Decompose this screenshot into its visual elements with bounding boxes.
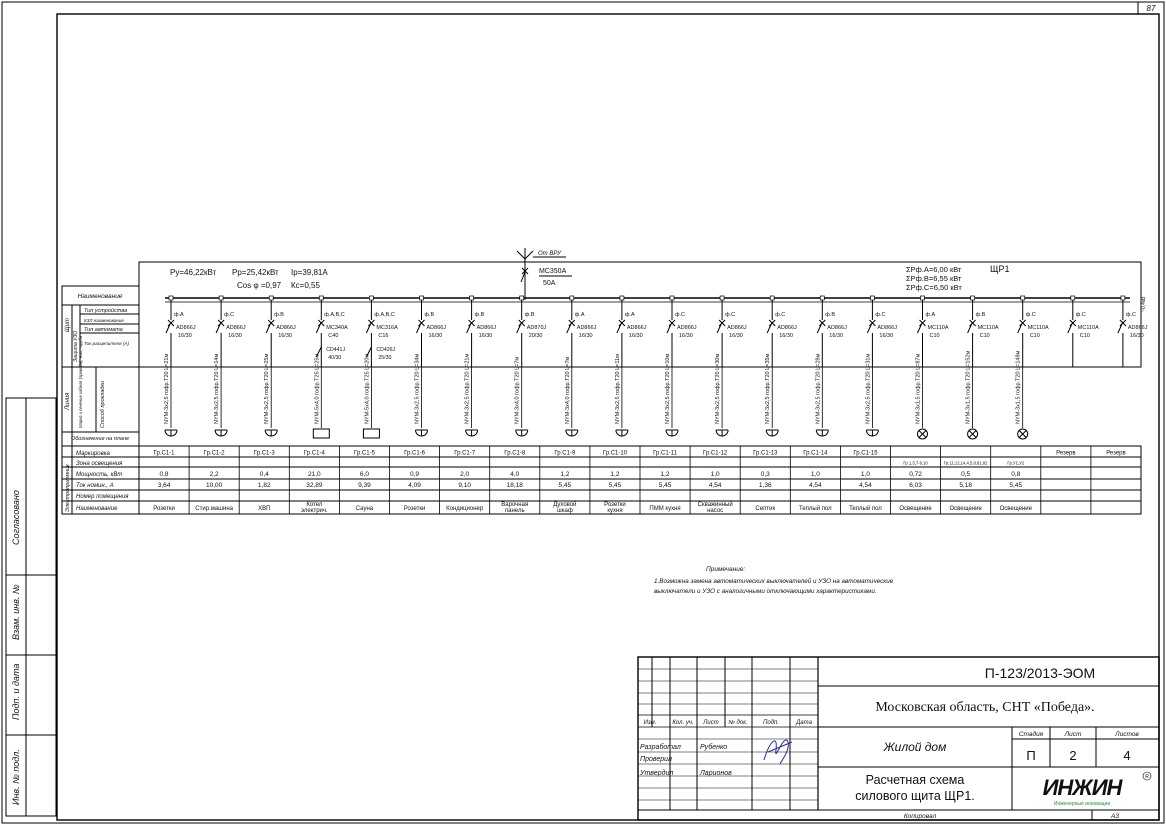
breaker-type: AD870J (526, 325, 547, 331)
cell-mark: Гр.С1-2 (203, 450, 225, 457)
cable-mark: NYM-3х2,5 гофр.Т20 L=34м (414, 353, 421, 424)
svg-text:R: R (1145, 774, 1149, 780)
cell-name: Кондиционер (446, 506, 484, 512)
breaker-rating: 20/30 (528, 333, 543, 339)
cell-current: 5,18 (959, 482, 972, 489)
cable-mark: NYM-3х2,5 гофр.Т20 L=14м (214, 353, 221, 424)
breaker-symbol (617, 320, 625, 333)
cable-mark: NYM-3х1,5 гофр.Т20 L=87м (915, 353, 922, 424)
lamp-cross (1019, 431, 1026, 438)
breaker-symbol (517, 320, 525, 333)
cell-current: 5,45 (1009, 482, 1023, 489)
busbar-tap (1021, 296, 1025, 300)
cell-current: 18,18 (506, 482, 523, 489)
phase-label: ф.С (725, 312, 736, 318)
breaker-symbol (366, 320, 374, 333)
title-block (638, 657, 1159, 820)
neutral-label: ~0,4кВ (1141, 296, 1147, 312)
phase-label: ф.С (1025, 312, 1036, 318)
breaker-rating: 16/30 (779, 333, 793, 339)
notes-line1: 1.Возможна замена автоматических выключателей и УЗО на автоматические (654, 578, 894, 585)
breaker-symbol (1118, 320, 1126, 333)
breaker-rating: 16/30 (428, 333, 443, 339)
phase-label: ф.С (675, 312, 686, 318)
cell-name: Освещение (999, 506, 1032, 512)
breaker-rating: 16/30 (228, 333, 242, 339)
label-protection: Защита УЗО (73, 330, 79, 362)
phase-label: ф.А,В,С (324, 312, 345, 318)
incoming-feed (517, 248, 572, 300)
sheets-value: 4 (1123, 748, 1131, 763)
lamp-cross (919, 431, 926, 438)
phase-label: ф.С (875, 312, 886, 318)
phase-a-sum: ΣРф.А=6,00 кВт (906, 265, 962, 274)
panel-box (139, 262, 1141, 367)
stage-value: П (1026, 748, 1036, 763)
cell-mark: Гр.С1-13 (753, 450, 778, 457)
cell-power: 0,3 (760, 471, 770, 478)
label-device-type: Тип устройства (84, 308, 128, 314)
notes-line2: выключатели и УЗО с аналогичными отключающими характеристиками. (654, 588, 877, 595)
breaker-symbol (867, 320, 875, 333)
cell-name: Стир.машина (195, 506, 234, 512)
stamp-replace-inv: Взам. инв. № (11, 584, 21, 640)
from-vru: От ВРУ (538, 251, 561, 257)
cell-current: 32,89 (306, 482, 323, 489)
breaker-type: MC110A (1077, 325, 1099, 331)
cell-mark: Гр.С1-5 (353, 450, 375, 457)
cell-name: ХВП (258, 506, 271, 512)
phase-label: ф.С (1125, 312, 1136, 318)
kc: Кс=0,55 (291, 281, 320, 290)
label-designation: Обозначение на плане (70, 436, 130, 442)
cell-zone: Гр.1,3,7-9,10 (903, 460, 928, 466)
cell-current: 4,09 (408, 482, 421, 489)
role-approved: Утвердил (640, 770, 674, 777)
sheet-number: 87 (1146, 4, 1156, 13)
breaker-type: MC110A (977, 325, 999, 331)
stamp-sign-date: Подп. и дата (11, 663, 21, 720)
breaker-rating: C10 (979, 333, 990, 339)
cell-mark: Гр.С1-9 (554, 450, 576, 457)
cell-current: 5,45 (608, 482, 622, 489)
socket-symbol (766, 430, 778, 436)
phase-label: ф.В (274, 312, 284, 318)
upper-label-block (62, 286, 139, 446)
busbar-tap (369, 296, 373, 300)
cell-mark: Гр.С1-15 (853, 450, 878, 457)
label-receiver: Электроприемник (65, 464, 71, 512)
cell-power: 1,2 (660, 471, 670, 478)
busbar-tap (770, 296, 774, 300)
breaker-symbol (417, 320, 425, 333)
socket-symbol (466, 430, 478, 436)
stage-label: Стадия (1018, 731, 1044, 738)
cell-mark: Гр.С1-10 (602, 450, 628, 457)
stamp-inv-orig: Инв. № подл. (11, 749, 21, 805)
cell-power: 0,8 (159, 471, 169, 478)
label-release-current: Ток расцепителя (А) (84, 341, 129, 346)
cell-current: 9,39 (358, 482, 371, 489)
label-installation: Способ прокладки (100, 380, 106, 428)
phase-label: ф.А (925, 312, 936, 318)
cell-mark: Резерв (1106, 450, 1126, 457)
label-breaker-type: Тип автомата (84, 327, 123, 333)
phase-label: ф.В (975, 312, 986, 318)
label-cable-mark: Марка и сечение кабеля (провода), жил, труба (78, 335, 83, 428)
row-label-power: Мощность, кВт (76, 472, 123, 478)
socket-symbol (666, 430, 678, 436)
rcd-rating: 40/30 (328, 355, 342, 361)
appliance-symbol (313, 429, 329, 438)
phase-label: ф.А (174, 312, 184, 318)
breaker-symbol (216, 320, 224, 333)
cable-mark: NYM-3х1,5 гофр.Т20 L=148м (1015, 350, 1022, 424)
phase-label: ф.С (1075, 312, 1086, 318)
sheet-label: Лист (1064, 731, 1082, 738)
copied-label: Копировал (903, 813, 937, 820)
socket-symbol (816, 430, 828, 436)
busbar-tap (820, 296, 824, 300)
breaker-type: AD866J (877, 325, 897, 331)
logo-text: ИНЖИН (1042, 775, 1122, 800)
main-breaker: МС350А (539, 268, 567, 275)
cell-mark: Гр.С1-12 (703, 450, 728, 457)
cell-current: 1,82 (257, 482, 271, 489)
cell-mark: Гр.С1-11 (653, 450, 677, 457)
socket-symbol (866, 430, 878, 436)
cell-power: 4,0 (510, 471, 520, 478)
cell-name: кухня (607, 508, 623, 514)
lamp-cross (969, 431, 976, 438)
breaker-rating: 16/30 (478, 333, 493, 339)
busbar-tap (921, 296, 925, 300)
cell-current: 3,64 (157, 482, 171, 489)
socket-symbol (716, 430, 728, 436)
busbar-tap (470, 296, 474, 300)
cell-zone: Гр.У1,У2 (1007, 460, 1025, 466)
p-calc: Рр=25,42кВт (232, 268, 279, 277)
name-developed: Рубенко (700, 744, 728, 751)
breaker-rating: C40 (328, 333, 339, 339)
breaker-type: AD866J (426, 325, 447, 331)
cell-name: Розетки (403, 506, 426, 512)
busbar-tap (219, 296, 223, 300)
breaker-symbol (1018, 320, 1026, 333)
cell-name: Теплый пол (849, 506, 882, 512)
cell-current: 5,45 (558, 482, 572, 489)
cell-name: шкаф (556, 508, 573, 514)
format-label: А3 (1111, 813, 1119, 820)
cell-power: 2,2 (209, 471, 219, 478)
cell-name: Варочная (501, 502, 529, 508)
socket-symbol (416, 430, 428, 436)
cell-current: 10,00 (206, 482, 223, 489)
breaker-symbol (467, 320, 475, 333)
cell-current: 5,45 (658, 482, 672, 489)
appliance-symbol (363, 429, 379, 438)
busbar-tap (720, 296, 724, 300)
socket-symbol (215, 430, 227, 436)
logo-subtitle: Инженерные инновации (1053, 801, 1111, 807)
cable-mark: NYM-3х2,5 гофр.Т20 L=11м (614, 354, 621, 424)
breaker-rating: C10 (929, 333, 940, 339)
cell-name: Теплый пол (798, 506, 832, 512)
row-label-name: Наименование (76, 506, 118, 512)
notes-title: Примечание: (706, 566, 746, 573)
phase-b-sum: ΣРф.В=6,55 кВт (906, 274, 962, 283)
cell-power: 6,0 (359, 471, 369, 478)
col-date: Дата (796, 720, 812, 726)
cell-power: 0,9 (410, 471, 420, 478)
cell-current: 4,54 (859, 482, 872, 489)
phase-label: ф.В (474, 312, 485, 318)
cell-mark: Гр.С1-8 (504, 450, 526, 457)
phase-label: ф.А,В,С (374, 312, 395, 318)
cell-name: Скважинный (697, 502, 733, 508)
breaker-symbol (817, 320, 825, 333)
cell-name: Котел (306, 502, 323, 508)
p-installed: Ру=46,22кВт (170, 268, 217, 277)
breaker-rating: 16/30 (829, 333, 844, 339)
breaker-type: AD866J (476, 325, 497, 331)
breaker-type: AD866J (727, 325, 747, 331)
cell-current: 4,54 (708, 482, 722, 489)
label-shield: Щит (65, 318, 71, 332)
breaker-type: AD866J (1127, 325, 1148, 331)
phase-c-sum: ΣРф.С=6,50 кВт (906, 283, 962, 292)
breaker-symbol (918, 320, 926, 333)
breaker-rating: 16/30 (879, 333, 894, 339)
breaker-rating: C16 (378, 333, 389, 339)
name-approved: Ларионов (700, 770, 732, 777)
breaker-symbol (767, 320, 775, 333)
breaker-rating: 16/30 (679, 333, 693, 339)
cell-mark: Гр.С1-3 (253, 450, 275, 457)
label-name: Наименование (77, 293, 123, 300)
busbar-tap (870, 296, 874, 300)
breaker-symbol (1068, 320, 1076, 333)
panel-name: ЩР1 (990, 264, 1010, 274)
col-doc: № док. (728, 720, 748, 726)
cell-power: 1,2 (610, 471, 620, 478)
breaker-type: AD866J (777, 325, 797, 331)
breaker-rating: 16/30 (1129, 333, 1144, 339)
cell-name: панель (504, 508, 525, 514)
cell-current: 6,03 (909, 482, 922, 489)
sheet-value: 2 (1069, 748, 1077, 763)
label-line: Линия (65, 392, 71, 410)
cell-power: 0,8 (1011, 471, 1021, 478)
left-stamp (6, 398, 56, 816)
cell-mark: Гр.С1-7 (454, 450, 476, 457)
doc-code: П-123/2013-ЭОМ (984, 665, 1096, 681)
cell-mark: Гр.С1-1 (153, 450, 175, 457)
busbar-tap (1071, 296, 1075, 300)
cell-mark: Гр.С1-4 (303, 450, 325, 457)
cable-mark: NYM-5х4,0 гофр.Т25 L=20м (364, 353, 371, 424)
breaker-symbol (316, 320, 324, 333)
busbar-tap (319, 296, 323, 300)
cable-mark: NYM-3х2,5 гофр.Т20 L=10м (665, 353, 671, 424)
location: Московская область, СНТ «Победа». (875, 700, 1095, 715)
cell-power: 1,0 (810, 471, 820, 478)
sheets-label: Листов (1115, 731, 1139, 738)
rcd-type: CD441J (326, 347, 346, 353)
cell-mark: Резерв (1056, 450, 1076, 457)
cable-mark: NYM-3х2,5 гофр.Т20 L=28м (815, 353, 822, 424)
cell-name: Септик (755, 506, 776, 512)
cos-phi: Cos φ =0,97 (237, 281, 282, 290)
socket-symbol (566, 430, 578, 436)
cell-current: 4,54 (809, 482, 822, 489)
sheet-title-2: силового щита ЩР1. (855, 789, 975, 803)
cable-mark: NYM-3х1,5 гофр.Т20 L=152м (965, 350, 972, 424)
cell-name: электрич. (300, 508, 328, 514)
breaker-rating: 16/30 (729, 333, 743, 339)
cell-power: 1,0 (860, 471, 870, 478)
cable-mark: NYM-3х2,5 гофр.Т20 L=30м (715, 353, 722, 424)
breaker-type: MC110A (1027, 325, 1049, 331)
socket-symbol (516, 430, 528, 436)
busbar-tap (670, 296, 674, 300)
breaker-type: AD866J (827, 325, 847, 331)
breaker-type: AD866J (677, 325, 697, 331)
role-checked: Проверил (640, 756, 672, 763)
cell-name: Розетки (153, 506, 175, 512)
breaker-type: AD866J (576, 325, 597, 331)
breaker-type: MC316A (376, 325, 398, 331)
phase-label: ф.С (775, 312, 786, 318)
cable-mark: NYM-3х2,5 гофр.Т20 L=21м (464, 353, 471, 424)
cable-mark: NYM-3х2,5 гофр.Т20 L=31м (865, 353, 872, 424)
breaker-type: AD866J (226, 325, 246, 331)
circuit-group (139, 296, 1148, 514)
cell-mark: Гр.С1-6 (404, 450, 426, 457)
breaker-rating: C10 (1029, 333, 1040, 339)
main-breaker-rating: 50А (543, 280, 556, 287)
cell-power: 21,0 (308, 471, 321, 478)
cell-power: 2,0 (460, 471, 470, 478)
cell-name: насос (707, 508, 724, 514)
col-izm: Изм. (643, 720, 657, 726)
cell-name: Сауна (355, 506, 374, 512)
cable-mark: NYM-5х4,0 гофр.Т25 L=25м (314, 353, 321, 424)
cell-name: Освещение (949, 506, 982, 512)
breaker-symbol (266, 320, 274, 333)
notes (654, 566, 894, 595)
cable-mark: NYM-3х2,5 гофр.Т20 L=25м (264, 353, 271, 424)
phase-label: ф.А (574, 312, 585, 318)
breaker-symbol (968, 320, 976, 333)
breaker-type: MC340A (326, 325, 348, 331)
busbar-tap (570, 296, 574, 300)
breaker-type: MC110A (927, 325, 949, 331)
breaker-type: AD866J (276, 325, 296, 331)
company-logo (1043, 772, 1151, 807)
breaker-rating: C10 (1079, 333, 1090, 339)
busbar-tap (620, 296, 624, 300)
cell-mark: Гр.С1-14 (803, 450, 828, 457)
row-label-zone: Зона освещения (76, 461, 123, 467)
busbar-tap (520, 296, 524, 300)
cell-name: Розетки (604, 502, 626, 508)
busbar-tap (1121, 296, 1125, 300)
cell-power: 0,4 (259, 471, 269, 478)
cell-name: ПММ кухня (649, 506, 681, 512)
busbar-tap (971, 296, 975, 300)
cable-mark: NYM-3х4,0 гофр.Т20 L=7м (514, 356, 521, 424)
breaker-rating: 16/30 (578, 333, 593, 339)
breaker-symbol (567, 320, 575, 333)
stamp-agreed: Согласовано (11, 490, 21, 545)
col-kol: Кол. уч. (672, 720, 694, 726)
role-developed: Разработал (640, 744, 681, 751)
breaker-symbol (717, 320, 725, 333)
label-kzl: КЗЛ наименование (84, 318, 124, 323)
phase-label: ф.В (524, 312, 535, 318)
breaker-type: AD866J (626, 325, 647, 331)
breaker-rating: 16/30 (278, 333, 292, 339)
cell-power: 0,5 (961, 471, 971, 478)
i-calc: Iр=39,81А (291, 268, 328, 277)
row-label-mark: Маркировка (76, 451, 110, 457)
rcd-type: CD426J (376, 347, 396, 353)
breaker-symbol (667, 320, 675, 333)
busbar-tap (169, 296, 173, 300)
breaker-symbol (166, 320, 174, 333)
breaker-rating: 16/30 (628, 333, 643, 339)
sheet-title-1: Расчетная схема (865, 773, 965, 787)
socket-symbol (165, 430, 177, 436)
cell-name: Освещение (899, 506, 932, 512)
object-name: Жилой дом (883, 740, 947, 754)
phase-label: ф.А (624, 312, 635, 318)
busbar-tap (420, 296, 424, 300)
phase-label: ф.С (224, 312, 235, 318)
cell-power: 0,72 (909, 471, 922, 478)
cable-mark: NYM-3х2,5 гофр.Т20 L=35м (765, 353, 772, 424)
cable-mark: NYM-3х2,5 гофр.Т20 L=21м (164, 353, 170, 424)
cell-name: Духовой (553, 502, 577, 508)
cell-power: 1,2 (560, 471, 570, 478)
cell-current: 1,36 (758, 482, 772, 489)
phase-label: ф.В (825, 312, 836, 318)
col-sign: Подп. (763, 720, 779, 726)
busbar-tap (269, 296, 273, 300)
cell-power: 1,0 (710, 471, 720, 478)
col-list: Лист (703, 720, 719, 726)
phase-label: ф.В (424, 312, 435, 318)
socket-symbol (265, 430, 277, 436)
cable-mark: NYM-3х4,0 гофр.Т20 L=7м (564, 356, 571, 424)
socket-symbol (616, 430, 628, 436)
cell-zone: Гр.11,12,14,4,5,8,81,82 (943, 460, 988, 466)
row-label-room: Номер помещения (76, 494, 129, 500)
breaker-rating: 16/30 (178, 333, 192, 339)
rcd-rating: 25/30 (378, 355, 392, 361)
cell-current: 9,10 (458, 482, 471, 489)
breaker-type: AD866J (176, 325, 196, 331)
row-label-current: Ток номин., А (76, 483, 114, 489)
